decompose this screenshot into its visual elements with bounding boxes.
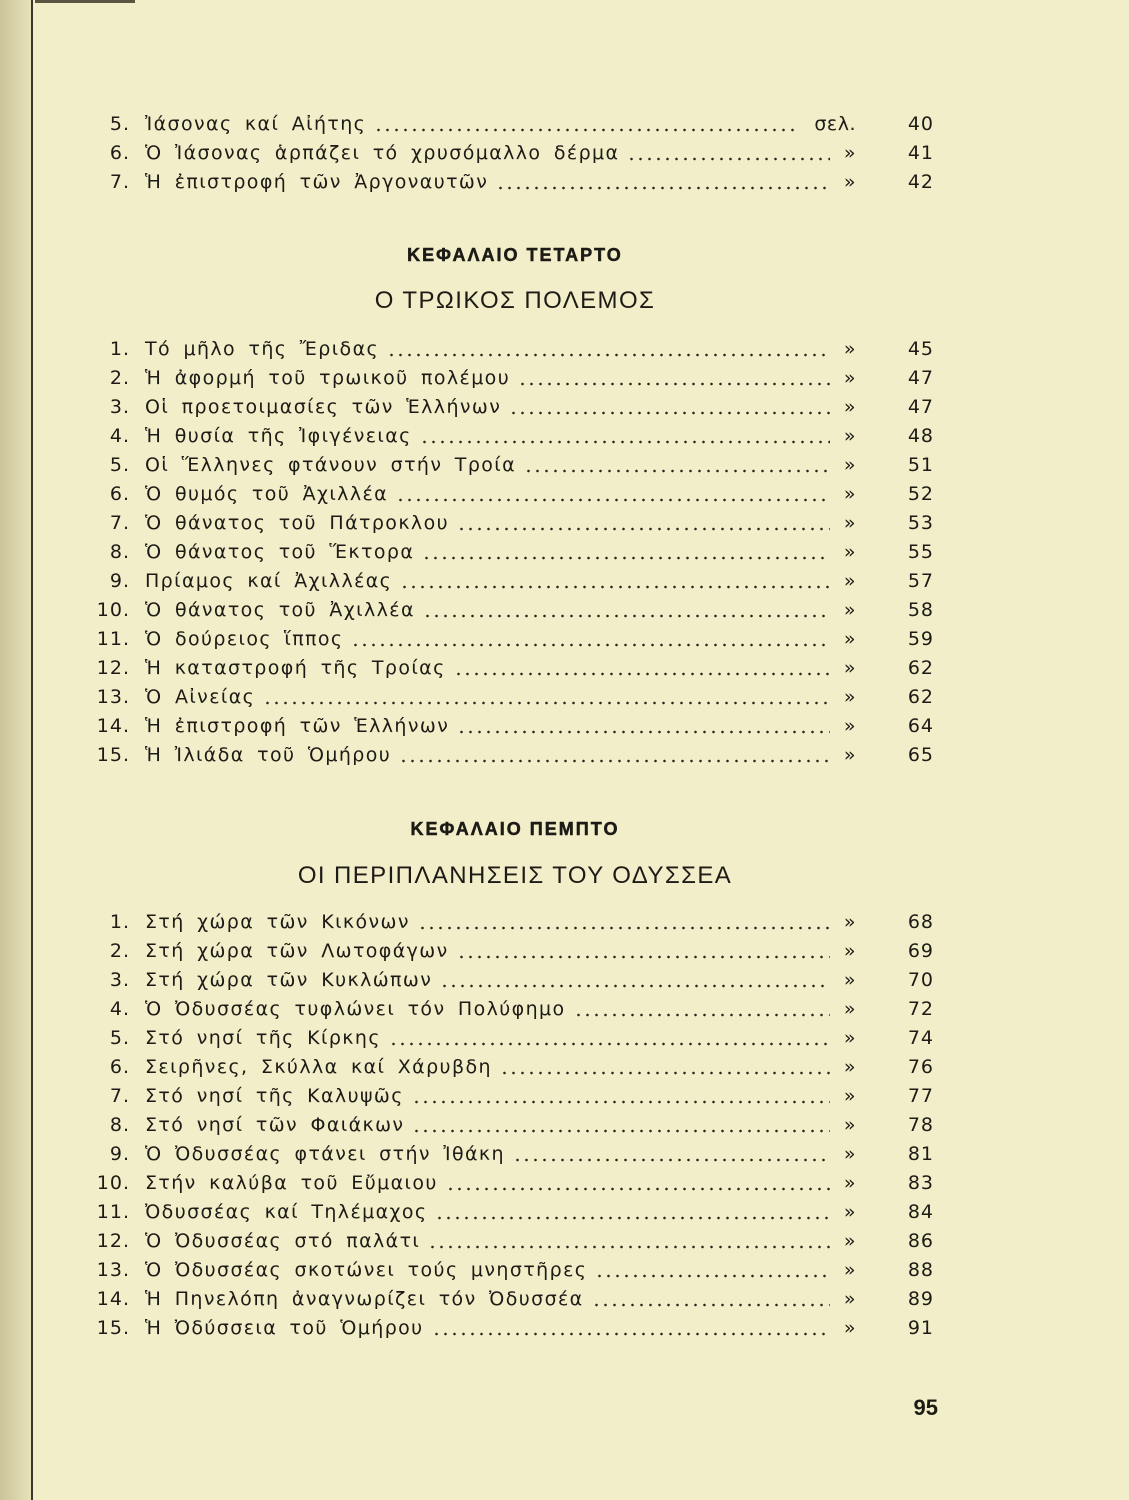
dot-leader <box>432 1314 830 1343</box>
entry-number: 12. <box>96 1230 130 1252</box>
entry-title: Ἡ καταστροφή τῆς Τροίας <box>145 657 446 679</box>
entry-title: Ὁ Ὀδυσσέας στό παλάτι <box>145 1230 421 1252</box>
entry-page: 65 <box>907 744 934 766</box>
dot-leader <box>396 480 830 509</box>
page-marker: » <box>843 1201 856 1223</box>
entry-page: 72 <box>907 998 934 1020</box>
entry-title: Σειρῆνες, Σκύλλα καί Χάρυβδη <box>145 1056 492 1078</box>
page-marker: » <box>843 483 856 505</box>
entry-page: 55 <box>907 541 934 563</box>
chapter-title: Ο ΤΡΩΙΚΟΣ ΠΟΛΕΜΟΣ <box>374 287 656 314</box>
dot-leader <box>518 364 830 393</box>
dot-leader <box>399 741 830 770</box>
dot-leader <box>418 908 830 937</box>
entry-page: 47 <box>907 367 934 389</box>
page-marker: » <box>843 570 856 592</box>
page-marker: » <box>843 541 856 563</box>
dot-leader <box>627 139 829 168</box>
toc-entry <box>96 110 934 139</box>
entry-number: 4. <box>109 425 130 447</box>
toc-entry <box>96 937 934 966</box>
entry-title: Ὁ Ὀδυσσέας τυφλώνει τόν Πολύφημο <box>145 998 566 1020</box>
page-marker: » <box>843 454 856 476</box>
entry-page: 83 <box>907 1172 934 1194</box>
page-marker: » <box>843 512 856 534</box>
entry-title: Ὁ Ἰάσονας ἁρπάζει τό χρυσόμαλλο δέρμα <box>145 142 620 164</box>
toc-entry <box>96 683 934 712</box>
entry-number: 7. <box>109 171 130 193</box>
entry-page: 74 <box>907 1027 934 1049</box>
page-marker: » <box>843 599 856 621</box>
entry-number: 9. <box>109 570 130 592</box>
entry-number: 12. <box>96 657 130 679</box>
entry-number: 1. <box>109 338 130 360</box>
entry-number: 15. <box>96 744 130 766</box>
page-marker: » <box>843 969 856 991</box>
page-marker: » <box>843 396 856 418</box>
toc-entry <box>96 1227 934 1256</box>
page-marker: » <box>843 744 856 766</box>
entry-number: 6. <box>109 483 130 505</box>
toc-continuation <box>96 110 934 197</box>
entry-number: 6. <box>109 142 130 164</box>
toc-entry <box>96 908 934 937</box>
entry-page: 77 <box>907 1085 934 1107</box>
toc-entry <box>96 335 934 364</box>
entry-page: 89 <box>907 1288 934 1310</box>
entry-page: 45 <box>907 338 934 360</box>
entry-title: Ἡ θυσία τῆς Ἰφιγένειας <box>145 425 412 447</box>
toc-entry <box>96 966 934 995</box>
entry-page: 88 <box>907 1259 934 1281</box>
entry-number: 14. <box>96 1288 130 1310</box>
dot-leader <box>423 596 830 625</box>
page-marker: » <box>843 367 856 389</box>
page-marker: » <box>843 142 856 164</box>
page-marker: » <box>843 940 856 962</box>
toc-entry <box>96 1140 934 1169</box>
toc-entry <box>96 1314 934 1343</box>
toc-entry <box>96 480 934 509</box>
toc-entry <box>96 1111 934 1140</box>
page-marker: » <box>843 425 856 447</box>
entry-number: 4. <box>109 998 130 1020</box>
toc-entry <box>96 364 934 393</box>
entry-number: 2. <box>109 940 130 962</box>
entry-title: Στό νησί τῶν Φαιάκων <box>145 1114 405 1136</box>
entry-title: Ἰάσονας καί Αἰήτης <box>145 113 367 135</box>
entry-page: 62 <box>907 686 934 708</box>
toc-chapter-5 <box>96 908 934 1343</box>
entry-page: 42 <box>907 171 934 193</box>
entry-page: 64 <box>907 715 934 737</box>
entry-page: 76 <box>907 1056 934 1078</box>
toc-entry <box>96 139 934 168</box>
entry-page: 69 <box>907 940 934 962</box>
page-marker: » <box>843 1317 856 1339</box>
dot-leader <box>387 335 830 364</box>
entry-title: Στή χώρα τῶν Κικόνων <box>145 911 410 933</box>
dot-leader <box>457 509 830 538</box>
dot-leader <box>574 995 830 1024</box>
entry-number: 13. <box>96 686 130 708</box>
dot-leader <box>440 966 830 995</box>
entry-number: 8. <box>109 1114 130 1136</box>
entry-number: 2. <box>109 367 130 389</box>
dot-leader <box>263 683 830 712</box>
entry-title: Στή χώρα τῶν Κυκλώπων <box>145 969 433 991</box>
toc-entry <box>96 1082 934 1111</box>
entry-page: 47 <box>907 396 934 418</box>
page-marker: » <box>843 1027 856 1049</box>
entry-number: 5. <box>109 113 130 135</box>
entry-title: Ὁ Αἰνείας <box>145 686 256 708</box>
entry-title: Ὁ Ὀδυσσέας σκοτώνει τούς μνηστῆρες <box>145 1259 588 1281</box>
page-marker: » <box>843 338 856 360</box>
entry-title: Στή χώρα τῶν Λωτοφάγων <box>145 940 449 962</box>
page-marker: » <box>843 1230 856 1252</box>
toc-entry <box>96 995 934 1024</box>
dot-leader <box>420 422 830 451</box>
entry-number: 3. <box>109 969 130 991</box>
entry-number: 10. <box>96 599 130 621</box>
entry-page: 40 <box>907 113 934 135</box>
toc-entry <box>96 1169 934 1198</box>
entry-number: 10. <box>96 1172 130 1194</box>
dot-leader <box>595 1256 830 1285</box>
entry-page: 70 <box>907 969 934 991</box>
page-marker: » <box>843 1288 856 1310</box>
toc-entry <box>96 567 934 596</box>
page-marker: » <box>843 171 856 193</box>
entry-title: Οἱ Ἕλληνες φτάνουν στήν Τροία <box>145 454 517 476</box>
dot-leader <box>513 1140 830 1169</box>
entry-page: 78 <box>907 1114 934 1136</box>
entry-title: Ὁ θάνατος τοῦ Ἕκτορα <box>145 541 415 563</box>
entry-page: 41 <box>907 142 934 164</box>
entry-page: 84 <box>907 1201 934 1223</box>
dot-leader <box>400 567 830 596</box>
entry-number: 8. <box>109 541 130 563</box>
entry-title: Ὁ δούρειος ἵππος <box>145 628 344 650</box>
dot-leader <box>412 1111 829 1140</box>
entry-title: Στό νησί τῆς Καλυψῶς <box>145 1085 404 1107</box>
entry-page: 68 <box>907 911 934 933</box>
page-marker: » <box>843 1172 856 1194</box>
toc-entry <box>96 1053 934 1082</box>
entry-number: 6. <box>109 1056 130 1078</box>
entry-title: Ὁ Ὀδυσσέας φτάνει στήν Ἰθάκη <box>145 1143 505 1165</box>
entry-page: 48 <box>907 425 934 447</box>
entry-title: Ἡ Πηνελόπη ἀναγνωρίζει τόν Ὀδυσσέα <box>145 1288 584 1310</box>
page-marker: » <box>843 1085 856 1107</box>
entry-title: Ὁ θυμός τοῦ Ἀχιλλέα <box>145 483 389 505</box>
toc-chapter-4 <box>96 335 934 770</box>
dot-leader <box>500 1053 830 1082</box>
toc-entry <box>96 1256 934 1285</box>
page-marker: » <box>843 1114 856 1136</box>
dot-leader <box>592 1285 830 1314</box>
binding-edge-top <box>35 0 135 3</box>
entry-page: 91 <box>907 1317 934 1339</box>
dot-leader <box>446 1169 830 1198</box>
page-marker: » <box>843 628 856 650</box>
chapter-heading: ΚΕΦΑΛΑΙΟ ΤΕΤΑΡΤΟ <box>407 245 623 265</box>
entry-number: 7. <box>109 1085 130 1107</box>
page-marker: σελ. <box>814 113 856 135</box>
entry-title: Ἡ Ἰλιάδα τοῦ Ὁμήρου <box>145 744 392 766</box>
entry-page: 51 <box>907 454 934 476</box>
entry-number: 1. <box>109 911 130 933</box>
entry-title: Ὁ θάνατος τοῦ Ἀχιλλέα <box>145 599 415 621</box>
entry-page: 52 <box>907 483 934 505</box>
entry-number: 9. <box>109 1143 130 1165</box>
page-marker: » <box>843 1259 856 1281</box>
entry-page: 59 <box>907 628 934 650</box>
entry-title: Στό νησί τῆς Κίρκης <box>145 1027 381 1049</box>
toc-entry <box>96 1285 934 1314</box>
entry-title: Ἡ ἐπιστροφή τῶν Ἑλλήνων <box>145 715 450 737</box>
entry-page: 53 <box>907 512 934 534</box>
toc-entry <box>96 741 934 770</box>
entry-number: 5. <box>109 1027 130 1049</box>
binding-edge-line <box>31 0 33 1500</box>
toc-entry <box>96 1024 934 1053</box>
entry-title: Τό μῆλο τῆς Ἔριδας <box>145 338 380 360</box>
dot-leader <box>524 451 830 480</box>
entry-number: 3. <box>109 396 130 418</box>
toc-entry <box>96 509 934 538</box>
dot-leader <box>457 937 830 966</box>
dot-leader <box>428 1227 830 1256</box>
dot-leader <box>457 712 830 741</box>
page-marker: » <box>843 686 856 708</box>
toc-entry <box>96 451 934 480</box>
entry-page: 81 <box>907 1143 934 1165</box>
entry-page: 58 <box>907 599 934 621</box>
entry-title: Ἡ ἀφορμή τοῦ τρωικοῦ πολέμου <box>145 367 511 389</box>
entry-number: 14. <box>96 715 130 737</box>
entry-number: 13. <box>96 1259 130 1281</box>
entry-title: Στήν καλύβα τοῦ Εὔμαιου <box>145 1172 438 1194</box>
page-marker: » <box>843 1143 856 1165</box>
toc-entry <box>96 596 934 625</box>
dot-leader <box>389 1024 830 1053</box>
entry-title: Ὁ θάνατος τοῦ Πάτροκλου <box>145 512 449 534</box>
entry-number: 5. <box>109 454 130 476</box>
toc-entry <box>96 654 934 683</box>
entry-title: Οἱ προετοιμασίες τῶν Ἑλλήνων <box>145 396 502 418</box>
entry-title: Ἡ ἐπιστροφή τῶν Ἀργοναυτῶν <box>145 171 489 193</box>
entry-title: Ἡ Ὀδύσσεια τοῦ Ὁμήρου <box>145 1317 424 1339</box>
dot-leader <box>496 168 830 197</box>
chapter-title: ΟΙ ΠΕΡΙΠΛΑΝΗΣΕΙΣ ΤΟΥ ΟΔΥΣΣΕΑ <box>297 862 733 889</box>
dot-leader <box>509 393 830 422</box>
toc-entry <box>96 712 934 741</box>
page-number: 95 <box>913 1395 938 1420</box>
binding-edge <box>0 0 31 1500</box>
entry-number: 15. <box>96 1317 130 1339</box>
page-marker: » <box>843 1056 856 1078</box>
entry-page: 86 <box>907 1230 934 1252</box>
dot-leader <box>435 1198 829 1227</box>
toc-entry <box>96 538 934 567</box>
dot-leader <box>422 538 830 567</box>
chapter-heading: ΚΕΦΑΛΑΙΟ ΠΕΜΠΤΟ <box>410 819 620 839</box>
toc-entry <box>96 625 934 654</box>
page-marker: » <box>843 657 856 679</box>
entry-title: Ὀδυσσέας καί Τηλέμαχος <box>145 1201 428 1223</box>
entry-number: 11. <box>96 628 130 650</box>
entry-page: 62 <box>907 657 934 679</box>
dot-leader <box>454 654 830 683</box>
page-marker: » <box>843 911 856 933</box>
dot-leader <box>351 625 829 654</box>
dot-leader <box>412 1082 830 1111</box>
entry-number: 7. <box>109 512 130 534</box>
toc-entry <box>96 168 934 197</box>
dot-leader <box>374 110 800 139</box>
entry-page: 57 <box>907 570 934 592</box>
page-marker: » <box>843 715 856 737</box>
page-marker: » <box>843 998 856 1020</box>
toc-entry <box>96 422 934 451</box>
toc-entry <box>96 1198 934 1227</box>
entry-number: 11. <box>96 1201 130 1223</box>
toc-entry <box>96 393 934 422</box>
entry-title: Πρίαμος καί Ἀχιλλέας <box>145 570 393 592</box>
